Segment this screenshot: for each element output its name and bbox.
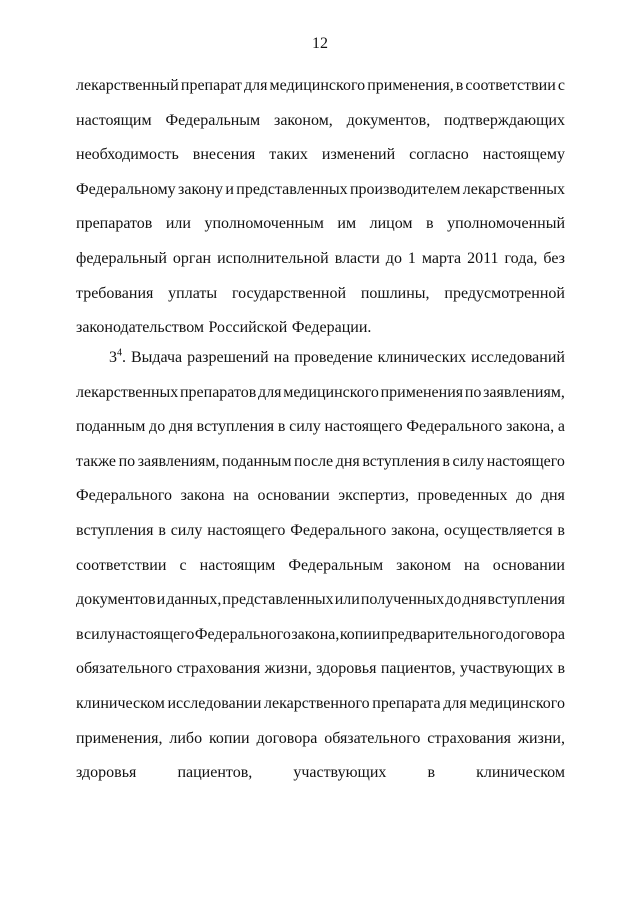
word: Федерального — [194, 626, 291, 643]
word: в — [557, 522, 565, 539]
word: Российской — [208, 319, 288, 336]
paragraph-1-line-1 — [76, 76, 565, 96]
paragraph-2-line-12 — [76, 729, 565, 749]
word: исследований — [471, 349, 565, 366]
word: медицинского — [469, 695, 565, 712]
paragraph-1-line-6 — [76, 249, 565, 269]
word: таких — [269, 146, 308, 163]
word: с — [557, 77, 565, 94]
word: в — [455, 77, 464, 94]
word: в — [557, 660, 565, 677]
word: полученных — [360, 591, 445, 608]
word: применения — [380, 384, 464, 401]
word: уполномоченный — [447, 215, 565, 232]
word: препарата — [372, 695, 441, 712]
word: для — [258, 384, 282, 401]
paragraph-2-line-6 — [76, 521, 565, 541]
paragraph-2-first-line — [109, 348, 565, 368]
paragraph-1-line-2 — [76, 111, 565, 131]
word: Федерального — [290, 522, 387, 539]
word: дня — [462, 591, 487, 608]
word: соответствии — [76, 557, 167, 574]
word: до — [149, 418, 166, 435]
word: Выдача — [130, 349, 183, 366]
word: уполномоченным — [204, 215, 324, 232]
word: клиническом — [476, 764, 565, 781]
word: законом, — [274, 112, 333, 129]
word: также — [76, 453, 117, 470]
word: жизни, — [517, 730, 565, 747]
paragraph-2-line-10 — [76, 659, 565, 679]
word: изменений — [321, 146, 396, 163]
word: дня — [540, 487, 565, 504]
paragraph-2-line-13 — [76, 763, 565, 783]
word: по — [464, 384, 482, 401]
word: в — [427, 764, 436, 781]
word: обязательного — [76, 660, 173, 677]
word: проведение — [294, 349, 373, 366]
word: вступления — [196, 418, 275, 435]
word: на — [273, 349, 290, 366]
word: участвующих — [459, 660, 554, 677]
paragraph-1-line-3 — [76, 145, 565, 165]
word: заявлениям, — [137, 453, 220, 470]
word: в — [426, 215, 434, 232]
word: орган — [172, 250, 212, 267]
word: а — [557, 418, 565, 435]
word: договора — [256, 730, 318, 747]
word: федеральный — [76, 250, 167, 267]
word: закону — [178, 181, 223, 198]
word: силу — [452, 453, 485, 470]
word: года, — [504, 250, 538, 267]
paragraph-1-line-4 — [76, 180, 565, 200]
word: договора — [504, 626, 565, 643]
word: применения, — [367, 77, 454, 94]
word: осуществляется — [443, 522, 553, 539]
word: лекарственных — [76, 384, 179, 401]
word: силу — [289, 418, 321, 435]
word: после — [294, 453, 334, 470]
word: клинических — [377, 349, 467, 366]
word: лицом — [369, 215, 413, 232]
word: настоящим — [76, 112, 152, 129]
word: силу — [84, 626, 116, 643]
word: Федерального — [406, 418, 503, 435]
word: документов — [76, 591, 156, 608]
word: власти — [334, 250, 380, 267]
word: обязательного — [324, 730, 421, 747]
paragraph-1-line-8 — [76, 318, 565, 338]
word: жизни, — [264, 660, 312, 677]
word: настоящему — [482, 146, 565, 163]
paragraph-2-lead: $3^4$. — [109, 347, 126, 366]
word: здоровья — [316, 660, 377, 677]
word: проведенных — [417, 487, 508, 504]
word: настоящего — [207, 522, 286, 539]
word: подтверждающих — [444, 112, 565, 129]
page-number: 12 — [312, 35, 328, 52]
word: препарат — [180, 77, 242, 94]
word: для — [443, 695, 467, 712]
word: предварительного — [380, 626, 504, 643]
word: на — [464, 557, 480, 574]
word: 1 — [407, 250, 416, 267]
word: исследовании — [167, 695, 262, 712]
word: в — [442, 453, 450, 470]
word: разрешений — [187, 349, 269, 366]
word: согласно — [409, 146, 469, 163]
paragraph-2-line-5 — [76, 486, 565, 506]
word: государственной — [231, 285, 346, 302]
paragraph-2-line-7 — [76, 556, 565, 576]
word: до — [516, 487, 533, 504]
paragraph-2-line-2 — [76, 383, 565, 403]
word: экспертиз, — [338, 487, 409, 504]
word: пациентов, — [177, 764, 253, 781]
word: документов, — [346, 112, 431, 129]
word: препаратов — [179, 384, 257, 401]
word: Федеральному — [76, 181, 176, 198]
word: для — [243, 77, 268, 94]
word: закона, — [506, 418, 555, 435]
word: Федерального — [76, 487, 173, 504]
word: вступления — [76, 522, 154, 539]
word: Федеральным — [165, 112, 261, 129]
word: марта — [421, 250, 462, 267]
paragraph-2-line-8 — [76, 590, 565, 610]
word: лекарственный — [76, 77, 179, 94]
word: законом — [396, 557, 451, 574]
word: в — [76, 626, 84, 643]
word: дня — [168, 418, 193, 435]
word: медицинского — [283, 384, 379, 401]
word: препаратов — [76, 215, 153, 232]
word: по — [118, 453, 136, 470]
word: на — [233, 487, 249, 504]
word: закона, — [391, 522, 440, 539]
word: поданным — [76, 418, 146, 435]
word: внесения — [192, 146, 256, 163]
word: в — [158, 522, 166, 539]
word: или — [334, 591, 360, 608]
word: силу — [170, 522, 203, 539]
word: им — [337, 215, 357, 232]
word: необходимость — [76, 146, 179, 163]
word: Федеральным — [288, 557, 384, 574]
word: представленных — [222, 591, 334, 608]
word: Федерации. — [291, 319, 372, 336]
word: копии — [339, 626, 381, 643]
word: заявлениям, — [483, 384, 565, 401]
word: вступления — [362, 453, 440, 470]
word: настоящего — [486, 453, 565, 470]
word: закона — [180, 487, 225, 504]
word: участвующих — [293, 764, 387, 781]
word: настоящего — [116, 626, 195, 643]
word: основании — [492, 557, 565, 574]
word: представленных — [236, 181, 348, 198]
word: предусмотренной — [444, 285, 565, 302]
paragraph-2-line-9 — [76, 625, 565, 645]
word: с — [179, 557, 187, 574]
word: поданным — [222, 453, 292, 470]
word: до — [445, 591, 462, 608]
word: требования — [76, 285, 154, 302]
word: закона, — [291, 626, 340, 643]
word: дня — [335, 453, 360, 470]
word: страхования — [176, 660, 261, 677]
word: лекарственного — [264, 695, 370, 712]
paragraph-number: 3 — [109, 349, 117, 366]
word: данных, — [166, 591, 222, 608]
word: медицинского — [269, 77, 366, 94]
paragraph-1-line-7 — [76, 284, 565, 304]
word: без — [543, 250, 565, 267]
word: пациентов, — [380, 660, 456, 677]
word: настоящего — [324, 418, 403, 435]
paragraph-1-line-5 — [76, 214, 565, 234]
word: страхования — [427, 730, 512, 747]
word: производителем — [349, 181, 461, 198]
word: в — [277, 418, 286, 435]
word: вступления — [487, 591, 565, 608]
word: и — [156, 591, 166, 608]
word: пошлины, — [360, 285, 430, 302]
paragraph-2-line-3 — [76, 417, 565, 437]
word: клиническом — [76, 695, 165, 712]
word: применения, — [76, 730, 163, 747]
word: уплаты — [168, 285, 218, 302]
word: либо — [169, 730, 203, 747]
word: копии — [208, 730, 250, 747]
word: соответствии — [465, 77, 556, 94]
word: или — [165, 215, 191, 232]
word: законодательством — [76, 319, 205, 336]
paragraph-2-line-11 — [76, 694, 565, 714]
word: здоровья — [76, 764, 137, 781]
word: настоящим — [199, 557, 276, 574]
paragraph-superscript: 4 — [117, 347, 122, 359]
word: лекарственных — [462, 181, 565, 198]
word: до — [385, 250, 402, 267]
word: исполнительной — [217, 250, 329, 267]
word: 2011 — [467, 250, 499, 267]
word: и — [225, 181, 234, 198]
paragraph-2-line-4 — [76, 452, 565, 472]
word: основании — [257, 487, 330, 504]
